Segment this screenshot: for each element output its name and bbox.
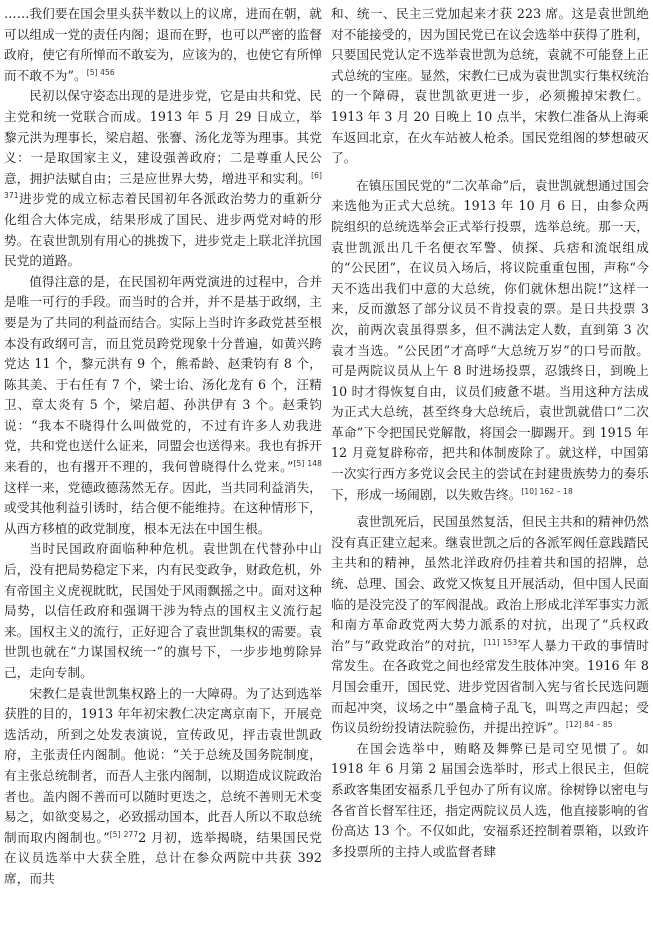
right-column bbox=[331, 4, 649, 937]
paragraph-text: 民初以保守姿态出现的是进步党，它是由共和党、民主党和统一党联合而成。1913 年 5 月 29 日成立，举黎元洪为理事长，梁启超、张謇、汤化龙等为理事。其党义：一是取国家主义，建设强善政府；二是尊重人民公意，拥护法赋自由；三是应世界大势，增进平和实利。 bbox=[4, 88, 322, 186]
paragraph-text: 宋教仁是袁世凯集权路上的一大障碍。为了达到选举获胜的目的，1913 年年初宋教仁决定离京南下，开展竞选活动，所到之处发表演说，宣传政见，抨击袁世凯政府，主张责任内阁制。他说：“关于总统及国务院制度，有主张总统制者，而吾人主张内阁制，以期造成议院政治者也。盖内阁不善而可以随时更迭之，总统不善则无术变易之，如欲变易之，必致摇动国本，此吾人所以不取总统制而取内阁制也。” bbox=[4, 685, 322, 845]
citation-ref: [5] 148 bbox=[293, 459, 322, 469]
paragraph-text: 军人暴力干政的事情时常发生。在各政党之间也经常发生肢体冲突。1916 年 8 月国会重开，国民党、进步党因省制入宪与省长民选问题而起冲突，议场之中“墨盒椅子乱飞，叫骂之声四起；受伤议员纷纷投请法院验伤，并提出控诉”。 bbox=[331, 637, 649, 736]
paragraph bbox=[4, 684, 322, 890]
left-column bbox=[4, 4, 322, 937]
paragraph bbox=[4, 539, 322, 683]
paragraph-text: 袁世凯死后，民国虽然复活，但民主共和的精神仍然没有真正建立起来。继袁世凯之后的各派军阀任意践踏民主共和的精神，虽然北洋政府仍挂着共和国的招牌，总统、总理、国会、政党又恢复且开展活动，但中国人民面临的是没完没了的军阀混战。政治上形成北洋军事实力派和南方革命政党两大势力派系的对抗，出现了“兵权政治”与“政党政治”的对抗， bbox=[331, 514, 649, 653]
paragraph-text: 进步党的成立标志着民国初年各派政治势力的重新分化组合大体完成，结果形成了国民、进步两党对峙的形势。在袁世凯别有用心的挑拨下，进步党走上联北洋抗国民党的道路。 bbox=[4, 191, 322, 269]
paragraph-text: ……我们要在国会里头获半数以上的议席，进而在朝，就可以组成一党的责任内阁；退而在野，也可以严密的监督政府，使它有所惮而不敢妄为，应该为的，也使它有所惮而不敢不为”。 bbox=[4, 6, 322, 83]
paragraph bbox=[331, 176, 649, 506]
paragraph bbox=[331, 512, 649, 739]
paragraph bbox=[331, 4, 649, 169]
paragraph-text: 在国会选举中，贿略及舞弊已是司空见惯了。如 1918 年 6 月第 2 届国会选举时，形式上很民主，但皖系政客集团安福系几乎包办了所有议席。徐树铮以密电与各省首长督军往还，指定两院议员人选，他直接影响的省份高达 13 个。不仅如此，安福系还控制着票箱，以致许多投票所的主持人或监督者肆 bbox=[331, 740, 649, 859]
citation-ref: [6] 371 bbox=[4, 170, 322, 201]
citation-ref: [10] 162 – 18 bbox=[521, 486, 573, 496]
paragraph-text: 值得注意的是，在民国初年两党演进的过程中，合并是唯一可行的手段。而当时的合并，并不是基于政纲，主要是为了共同的利益而结合。实际上当时许多政党甚至根本没有政纲可言，而且党员跨党现象十分普遍，如黄兴跨党达 11 个，黎元洪有 9 个，熊希龄、赵秉钧有 8 个，陈其美、于右任有 7 个，梁士诒、汤化龙有 6 个，汪精卫、章太炎有 5 个，梁启超、孙洪伊有 3 个。赵秉钧说：“我本不晓得什么叫做党的，不过有许多人劝我进党，共和党也送什么证来，同盟会也送得来。我也有拆开来看的，也有撂开不理的，我何曾晓得什么党来。” bbox=[4, 273, 322, 475]
citation-ref: [5] 277 bbox=[109, 829, 139, 839]
paragraph bbox=[4, 4, 322, 86]
citation-ref: [11] 153 bbox=[483, 637, 518, 647]
citation-ref: [5] 456 bbox=[86, 67, 115, 77]
paragraph-text: 当时民国政府面临种种危机。袁世凯在代替孙中山后，没有把局势稳定下来，内有民变政争，财政危机，外有帝国主义虎视眈眈，民国处于风雨飘摇之中。面对这种局势，以信任政府和强调干涉为特点的国权主义流行起来。国权主义的流行，正好迎合了袁世凯集权的需要。袁世凯也就在“力谋国权统一”的旗号下，一步步地剪除异己，走向专制。 bbox=[4, 541, 322, 680]
paragraph bbox=[4, 272, 322, 540]
citation-ref: [12] 84 – 85 bbox=[566, 720, 613, 730]
paragraph-text: 2 月初，选举揭晓，结果国民党在议员选举中大获全胜，总计在参众两院中共获 392 席，而共 bbox=[4, 829, 322, 886]
paragraph-text: 这样一来，党德政德荡然无存。因此，当共同利益消失，或受其他利益引诱时，结合便不能维持。在这种情形下，从西方移植的政党制度，根本无法在中国生根。 bbox=[4, 479, 322, 536]
paragraph-text: 在镇压国民党的“二次革命”后，袁世凯就想通过国会来选他为正式大总统。1913 年 10 月 6 日，由参众两院组织的总统选举会正式举行投票，选举总统。那一天，袁世凯派出几千名便衣军警、侦探、兵痞和流氓组成的“公民团”，在议员入场后，将议院重重包围，声称“今天不选出我们中意的大总统，你们就休想出院!”这样一来，反而激怒了部分议员不肯投袁的票。是日共投票 3 次，前两次袁虽得票多，但不满法定人数，直到第 3 次袁才当选。“公民团”才高呼“大总统万岁”的口号而散。可是两院议员从上午 8 时进场投票，忍饿终日，到晚上 10 时才得恢复自由，议员们疲惫不堪。当用这种方法成为正式大总统，甚至终身大总统后，袁世凯就借口“二次革命”下令把国民党解散，将国会一脚踢开。到 1915 年 12 月竟复辟称帝，把共和体制废除了。就这样，中国第一次实行西方多党议会民主的尝试在封建贵族势力的奏乐下，形成一场闹剧，以失败告终。 bbox=[331, 177, 649, 502]
paragraph-text: 和、统一、民主三党加起来才获 223 席。这是袁世凯绝对不能接受的，因为国民党已在议会选举中获得了胜利，只要国民党认定不选举袁世凯为总统，袁就不可能登上正式总统的宝座。显然，宋教仁已成为袁世凯实行集权统治的一个障碍，袁世凯欲更进一步，必须搬掉宋教仁。1913 年 3 月 20 日晚上 10 点半，宋教仁准备从上海乘车返回北京，在火车站被人枪杀。国民党组阁的梦想破灭了。 bbox=[331, 6, 649, 166]
paragraph bbox=[4, 86, 322, 271]
paragraph bbox=[331, 739, 649, 863]
